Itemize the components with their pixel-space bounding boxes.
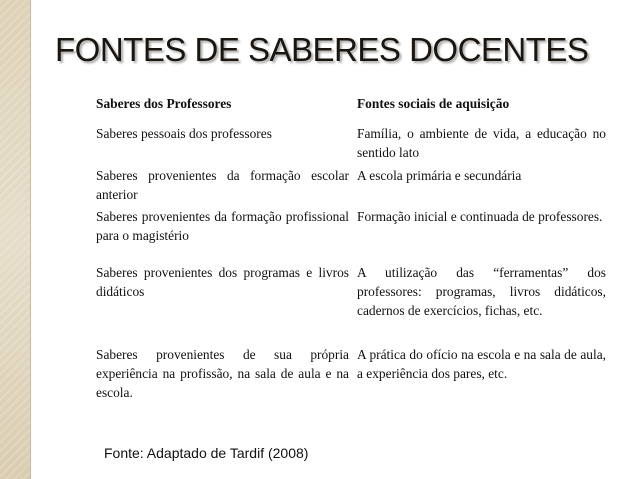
table-header-row — [96, 90, 608, 120]
table-row — [96, 263, 608, 345]
decorative-left-strip — [0, 0, 30, 479]
header-social-sources: Fontes sociais de aquisição — [357, 96, 510, 111]
table-cell: A escola primária e secundária — [357, 168, 522, 183]
source-citation: Fonte: Adaptado de Tardif (2008) — [104, 445, 309, 461]
table-row — [96, 345, 608, 421]
table-cell: Família, o ambiente de vida, a educação no sentido lato — [357, 126, 606, 160]
table-cell: A prática do ofício na escola e na sala de aula, a experiência dos pares, etc. — [357, 347, 606, 381]
table-cell: Saberes provenientes da formação profissional para o magistério — [96, 209, 349, 243]
table-row — [96, 166, 608, 207]
table-cell: A utilização das “ferramentas” dos professores: programas, livros didáticos, cadernos de exercícios, fichas, etc. — [357, 265, 606, 318]
slide-title: FONTES DE SABERES DOCENTES — [55, 31, 589, 68]
table-cell: Saberes provenientes de sua própria experiência na profissão, na sala de aula e na escola. — [96, 347, 349, 400]
table-row — [96, 120, 608, 166]
sources-table — [96, 90, 608, 421]
table-cell: Formação inicial e continuada de professores. — [357, 209, 603, 224]
table-row — [96, 207, 608, 263]
header-teacher-knowledge: Saberes dos Professores — [96, 96, 232, 111]
table-cell: Saberes pessoais dos professores — [96, 126, 272, 141]
table-cell: Saberes provenientes da formação escolar anterior — [96, 168, 349, 202]
strip-divider — [30, 0, 31, 479]
table-cell: Saberes provenientes dos programas e livros didáticos — [96, 265, 349, 299]
